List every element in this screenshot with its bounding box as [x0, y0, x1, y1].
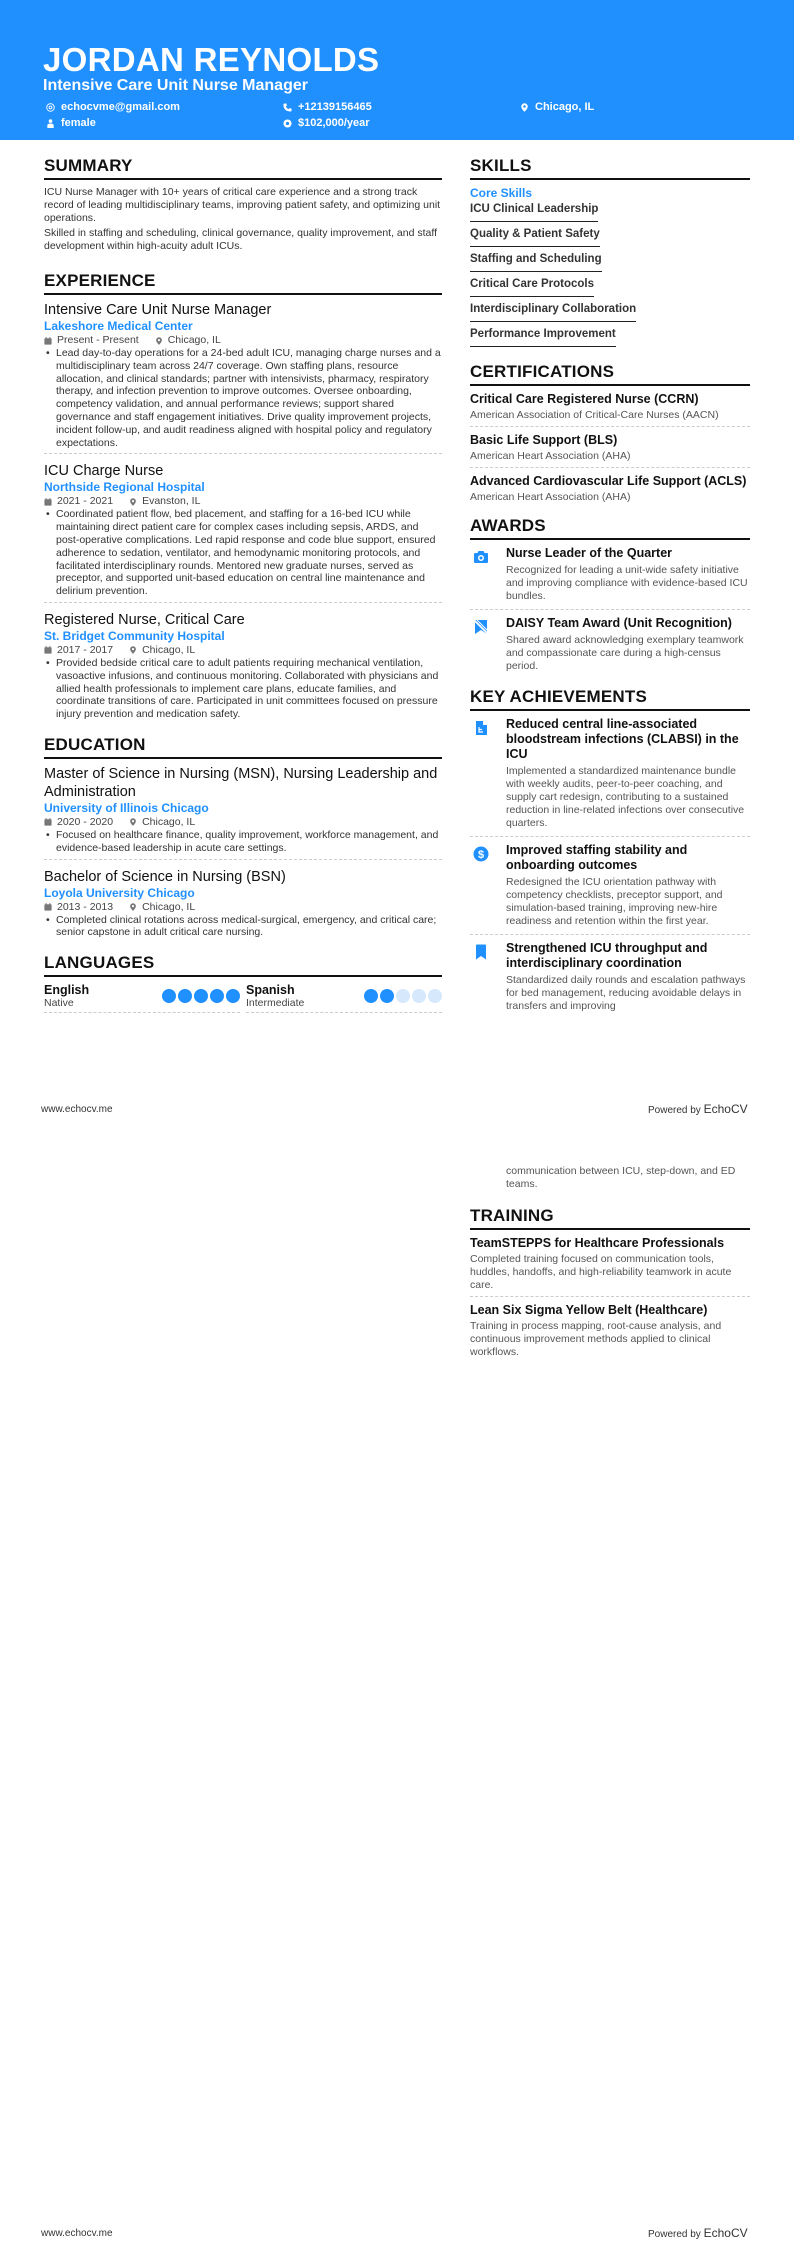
calendar-icon — [44, 903, 52, 911]
certification-name: Advanced Cardiovascular Life Support (ACLS) — [470, 474, 747, 488]
training-section — [470, 1206, 750, 1369]
proficiency-dots — [364, 989, 442, 1003]
education-entry — [44, 765, 442, 860]
entry-meta — [44, 334, 442, 347]
achievement-title: Reduced central line-associated bloodstream infections (CLABSI) in the ICU — [506, 717, 739, 761]
language-item — [44, 983, 240, 1013]
award-item — [470, 616, 750, 679]
experience-entry — [44, 301, 442, 454]
certification-item — [470, 474, 750, 508]
location-text: Chicago, IL — [535, 101, 595, 113]
school[interactable]: Loyola University Chicago — [44, 885, 195, 900]
degree-title: Bachelor of Science in Nursing (BSN) — [44, 868, 286, 885]
section-title: SKILLS — [470, 156, 750, 180]
dot-filled — [194, 989, 208, 1003]
section-title: KEY ACHIEVEMENTS — [470, 687, 750, 711]
achievement-description: Implemented a standardized maintenance bundle with weekly audits, peer-to-peer coaching, and supply cart redesign, contributing to a sustained reduction in line-related infections over consecutive quarters. — [506, 765, 745, 829]
phone-icon — [283, 103, 292, 112]
map-pin-icon — [129, 646, 137, 654]
entry-dates: 2017 - 2017 — [57, 643, 114, 656]
award-item — [470, 546, 750, 610]
training-item — [470, 1303, 750, 1363]
salary-icon — [283, 119, 292, 128]
footer-powered-by[interactable] — [648, 1102, 748, 1116]
map-pin-icon — [129, 903, 137, 911]
footer-powered-by[interactable] — [648, 2226, 748, 2240]
entry-dates: 2013 - 2013 — [57, 900, 114, 913]
phone-text: +12139156465 — [298, 101, 372, 113]
language-name: Spanish — [246, 983, 295, 998]
certification-name: Basic Life Support (BLS) — [470, 433, 618, 447]
section-title: CERTIFICATIONS — [470, 362, 750, 386]
entry-location: Chicago, IL — [142, 900, 196, 913]
skill-item: ICU Clinical Leadership — [470, 202, 598, 222]
left-column — [44, 156, 442, 1013]
candidate-title: Intensive Care Unit Nurse Manager — [43, 77, 308, 94]
employer[interactable]: Northside Regional Hospital — [44, 480, 205, 495]
entry-bullet: • Coordinated patient flow, bed placement, and staffing for a 16-bed ICU while maintaining direct patient care for complex cases including sepsis, ARDS, and post-operative complications. Led rapid response and code blue support, ensured adherence to sedation, ventilator, and hemodynamic monitoring protocols, and facilitated interdisciplinary rounds. Mentored new graduate nurses, served as preceptor, and supported unit-based education on central line maintenance and delirium prevention. — [44, 508, 442, 598]
entry-meta — [44, 644, 442, 657]
language-level: Intermediate — [246, 997, 305, 1010]
dot-empty — [412, 989, 426, 1003]
entry-location: Chicago, IL — [167, 334, 221, 346]
dot-filled — [210, 989, 224, 1003]
salary-text: $102,000/year — [298, 117, 370, 129]
section-title: EDUCATION — [44, 735, 442, 759]
language-name: English — [44, 983, 90, 998]
achievement-item — [470, 843, 750, 935]
job-title: Registered Nurse, Critical Care — [44, 611, 245, 628]
contact-gender — [46, 116, 96, 130]
camera-icon — [473, 549, 489, 565]
achievement-description-continued: communication between ICU, step-down, and ED teams. — [506, 1165, 736, 1190]
languages-section — [44, 953, 442, 1013]
school[interactable]: University of Illinois Chicago — [44, 800, 209, 815]
calendar-icon — [44, 818, 52, 826]
job-title: ICU Charge Nurse — [44, 463, 164, 480]
training-description: Completed training focused on communication tools, huddles, handoffs, and high-reliability teamwork in acute care. — [470, 1253, 732, 1291]
contact-email[interactable] — [46, 100, 180, 114]
skill-category: Core Skills — [470, 186, 533, 200]
certification-item — [470, 433, 750, 468]
training-description: Training in process mapping, root-cause analysis, and continuous improvement methods applied to clinical workflows. — [470, 1320, 722, 1358]
proficiency-dots — [162, 989, 240, 1003]
entry-meta — [44, 495, 442, 508]
map-pin-icon — [155, 337, 163, 345]
degree-title: Master of Science in Nursing (MSN), Nursing Leadership and Administration — [44, 765, 438, 800]
section-title: AWARDS — [470, 516, 750, 540]
resume-header — [0, 0, 794, 140]
dot-filled — [380, 989, 394, 1003]
achievement-item — [470, 941, 750, 1019]
skills-section — [470, 156, 750, 352]
achievement-title: Strengthened ICU throughput and interdisciplinary coordination — [506, 941, 708, 970]
powered-by-text: Powered by — [648, 1105, 701, 1116]
skill-item: Critical Care Protocols — [470, 277, 594, 297]
section-title: EXPERIENCE — [44, 271, 442, 295]
experience-entry — [44, 611, 442, 725]
entry-dates: Present - Present — [57, 334, 139, 346]
contact-location — [520, 100, 594, 114]
training-name: TeamSTEPPS for Healthcare Professionals — [470, 1236, 725, 1250]
dot-empty — [396, 989, 410, 1003]
section-title: SUMMARY — [44, 156, 442, 180]
achievement-item — [470, 717, 750, 837]
gender-text: female — [61, 117, 96, 129]
achievement-continuation — [506, 1162, 750, 1191]
dot-filled — [162, 989, 176, 1003]
entry-bullet: • Focused on healthcare finance, quality improvement, workforce management, and evidence-based leadership in acute care settings. — [44, 829, 442, 855]
certification-name: Critical Care Registered Nurse (CCRN) — [470, 392, 699, 406]
language-level: Native — [44, 997, 74, 1010]
person-icon — [46, 119, 55, 128]
map-pin-icon — [129, 498, 137, 506]
certifications-section — [470, 362, 750, 508]
experience-entry — [44, 462, 442, 603]
brand-name: EchoCV — [703, 1102, 748, 1116]
achievement-description: Standardized daily rounds and escalation pathways for bed management, reducing avoidable delays in transfers and improving — [506, 974, 746, 1012]
entry-bullet: • Completed clinical rotations across medical-surgical, emergency, and critical care; senior capstone in adult critical care nursing. — [44, 914, 442, 940]
entry-location: Evanston, IL — [142, 495, 201, 508]
at-icon — [46, 103, 55, 112]
footer-website[interactable]: www.echocv.me — [41, 2228, 113, 2239]
award-title: Nurse Leader of the Quarter — [506, 546, 673, 560]
entry-location: Chicago, IL — [142, 643, 196, 656]
bookmark-icon — [473, 944, 489, 960]
employer[interactable]: St. Bridget Community Hospital — [44, 628, 225, 643]
entry-meta — [44, 816, 442, 829]
powered-by-text: Powered by — [648, 2229, 701, 2240]
awards-section — [470, 516, 750, 679]
training-name: Lean Six Sigma Yellow Belt (Healthcare) — [470, 1303, 708, 1317]
summary-section — [44, 156, 442, 253]
award-description: Recognized for leading a unit-wide safety initiative and improving compliance with evidence-based ICU bundles. — [506, 564, 748, 602]
entry-dates: 2021 - 2021 — [57, 495, 114, 508]
dollar-icon — [473, 846, 489, 862]
certification-issuer: American Heart Association (AHA) — [470, 491, 631, 503]
contact-phone[interactable] — [283, 100, 372, 114]
award-description: Shared award acknowledging exemplary teamwork and compassionate care during a high-census period. — [506, 634, 744, 672]
certification-item — [470, 392, 750, 427]
achievement-description: Redesigned the ICU orientation pathway with competency checklists, preceptor support, and simulation-based training, improving new-hire readiness and retention within the first year. — [506, 876, 723, 927]
document-icon — [473, 720, 489, 736]
achievement-title: Improved staffing stability and onboarding outcomes — [506, 843, 688, 872]
map-pin-icon — [520, 103, 529, 112]
entry-location: Chicago, IL — [142, 815, 196, 828]
flag-slash-icon — [473, 619, 489, 635]
svg-text:$: $ — [477, 848, 485, 861]
calendar-icon — [44, 337, 52, 345]
summary-paragraph: ICU Nurse Manager with 10+ years of critical care experience and a strong track record of leading multidisciplinary teams, improving patient safety, and optimizing unit operations. — [44, 186, 441, 224]
calendar-icon — [44, 646, 52, 654]
calendar-icon — [44, 498, 52, 506]
certification-issuer: American Association of Critical-Care Nurses (AACN) — [470, 409, 719, 421]
award-title: DAISY Team Award (Unit Recognition) — [506, 616, 732, 630]
employer[interactable]: Lakeshore Medical Center — [44, 319, 193, 333]
education-entry — [44, 868, 442, 944]
section-title: TRAINING — [470, 1206, 750, 1230]
summary-paragraph: Skilled in staffing and scheduling, clinical governance, quality improvement, and staff development within high-acuity adult ICUs. — [44, 227, 438, 252]
dot-filled — [364, 989, 378, 1003]
skill-item: Quality & Patient Safety — [470, 227, 600, 247]
entry-bullet: • Lead day-to-day operations for a 24-bed adult ICU, managing charge nurses and a multidisciplinary team across 24/7 coverage. Own staffing plans, resource allocation, and clinical standards; partner with intensivists, pharmacy, respiratory therapy, and infection prevention to improve outcomes. Oversee onboarding, competency validation, and annual performance reviews; support shared governance and staff engagement initiatives. Drive quality improvement projects, incident follow-up, and audit readiness aligned with hospital policy and regulatory expectations. — [44, 347, 442, 449]
email-text: echocvme@gmail.com — [61, 101, 180, 113]
entry-meta — [44, 901, 442, 914]
footer-website[interactable]: www.echocv.me — [41, 1104, 113, 1115]
entry-dates: 2020 - 2020 — [57, 815, 114, 828]
skill-item: Performance Improvement — [470, 327, 616, 347]
skill-item: Staffing and Scheduling — [470, 252, 602, 272]
map-pin-icon — [129, 818, 137, 826]
language-item — [246, 983, 442, 1013]
dot-empty — [428, 989, 442, 1003]
dot-filled — [178, 989, 192, 1003]
entry-bullet: • Provided bedside critical care to adult patients requiring mechanical ventilation, vasoactive infusions, and continuous monitoring. Collaborated with physicians and allied health professionals to implement care plans, educate families, and coordinate transitions of care. Participated in unit committees focused on pressure injury prevention and medication safety. — [44, 657, 442, 721]
achievements-section — [470, 687, 750, 1019]
candidate-name: JORDAN REYNOLDS — [43, 41, 380, 78]
skill-item: Interdisciplinary Collaboration — [470, 302, 636, 322]
training-item — [470, 1236, 750, 1297]
section-title: LANGUAGES — [44, 953, 442, 977]
education-section — [44, 735, 442, 943]
right-column — [470, 156, 750, 1025]
experience-section — [44, 271, 442, 725]
brand-name: EchoCV — [703, 2226, 748, 2240]
contact-salary — [283, 116, 370, 130]
job-title: Intensive Care Unit Nurse Manager — [44, 302, 272, 318]
certification-issuer: American Heart Association (AHA) — [470, 450, 631, 462]
dot-filled — [226, 989, 240, 1003]
